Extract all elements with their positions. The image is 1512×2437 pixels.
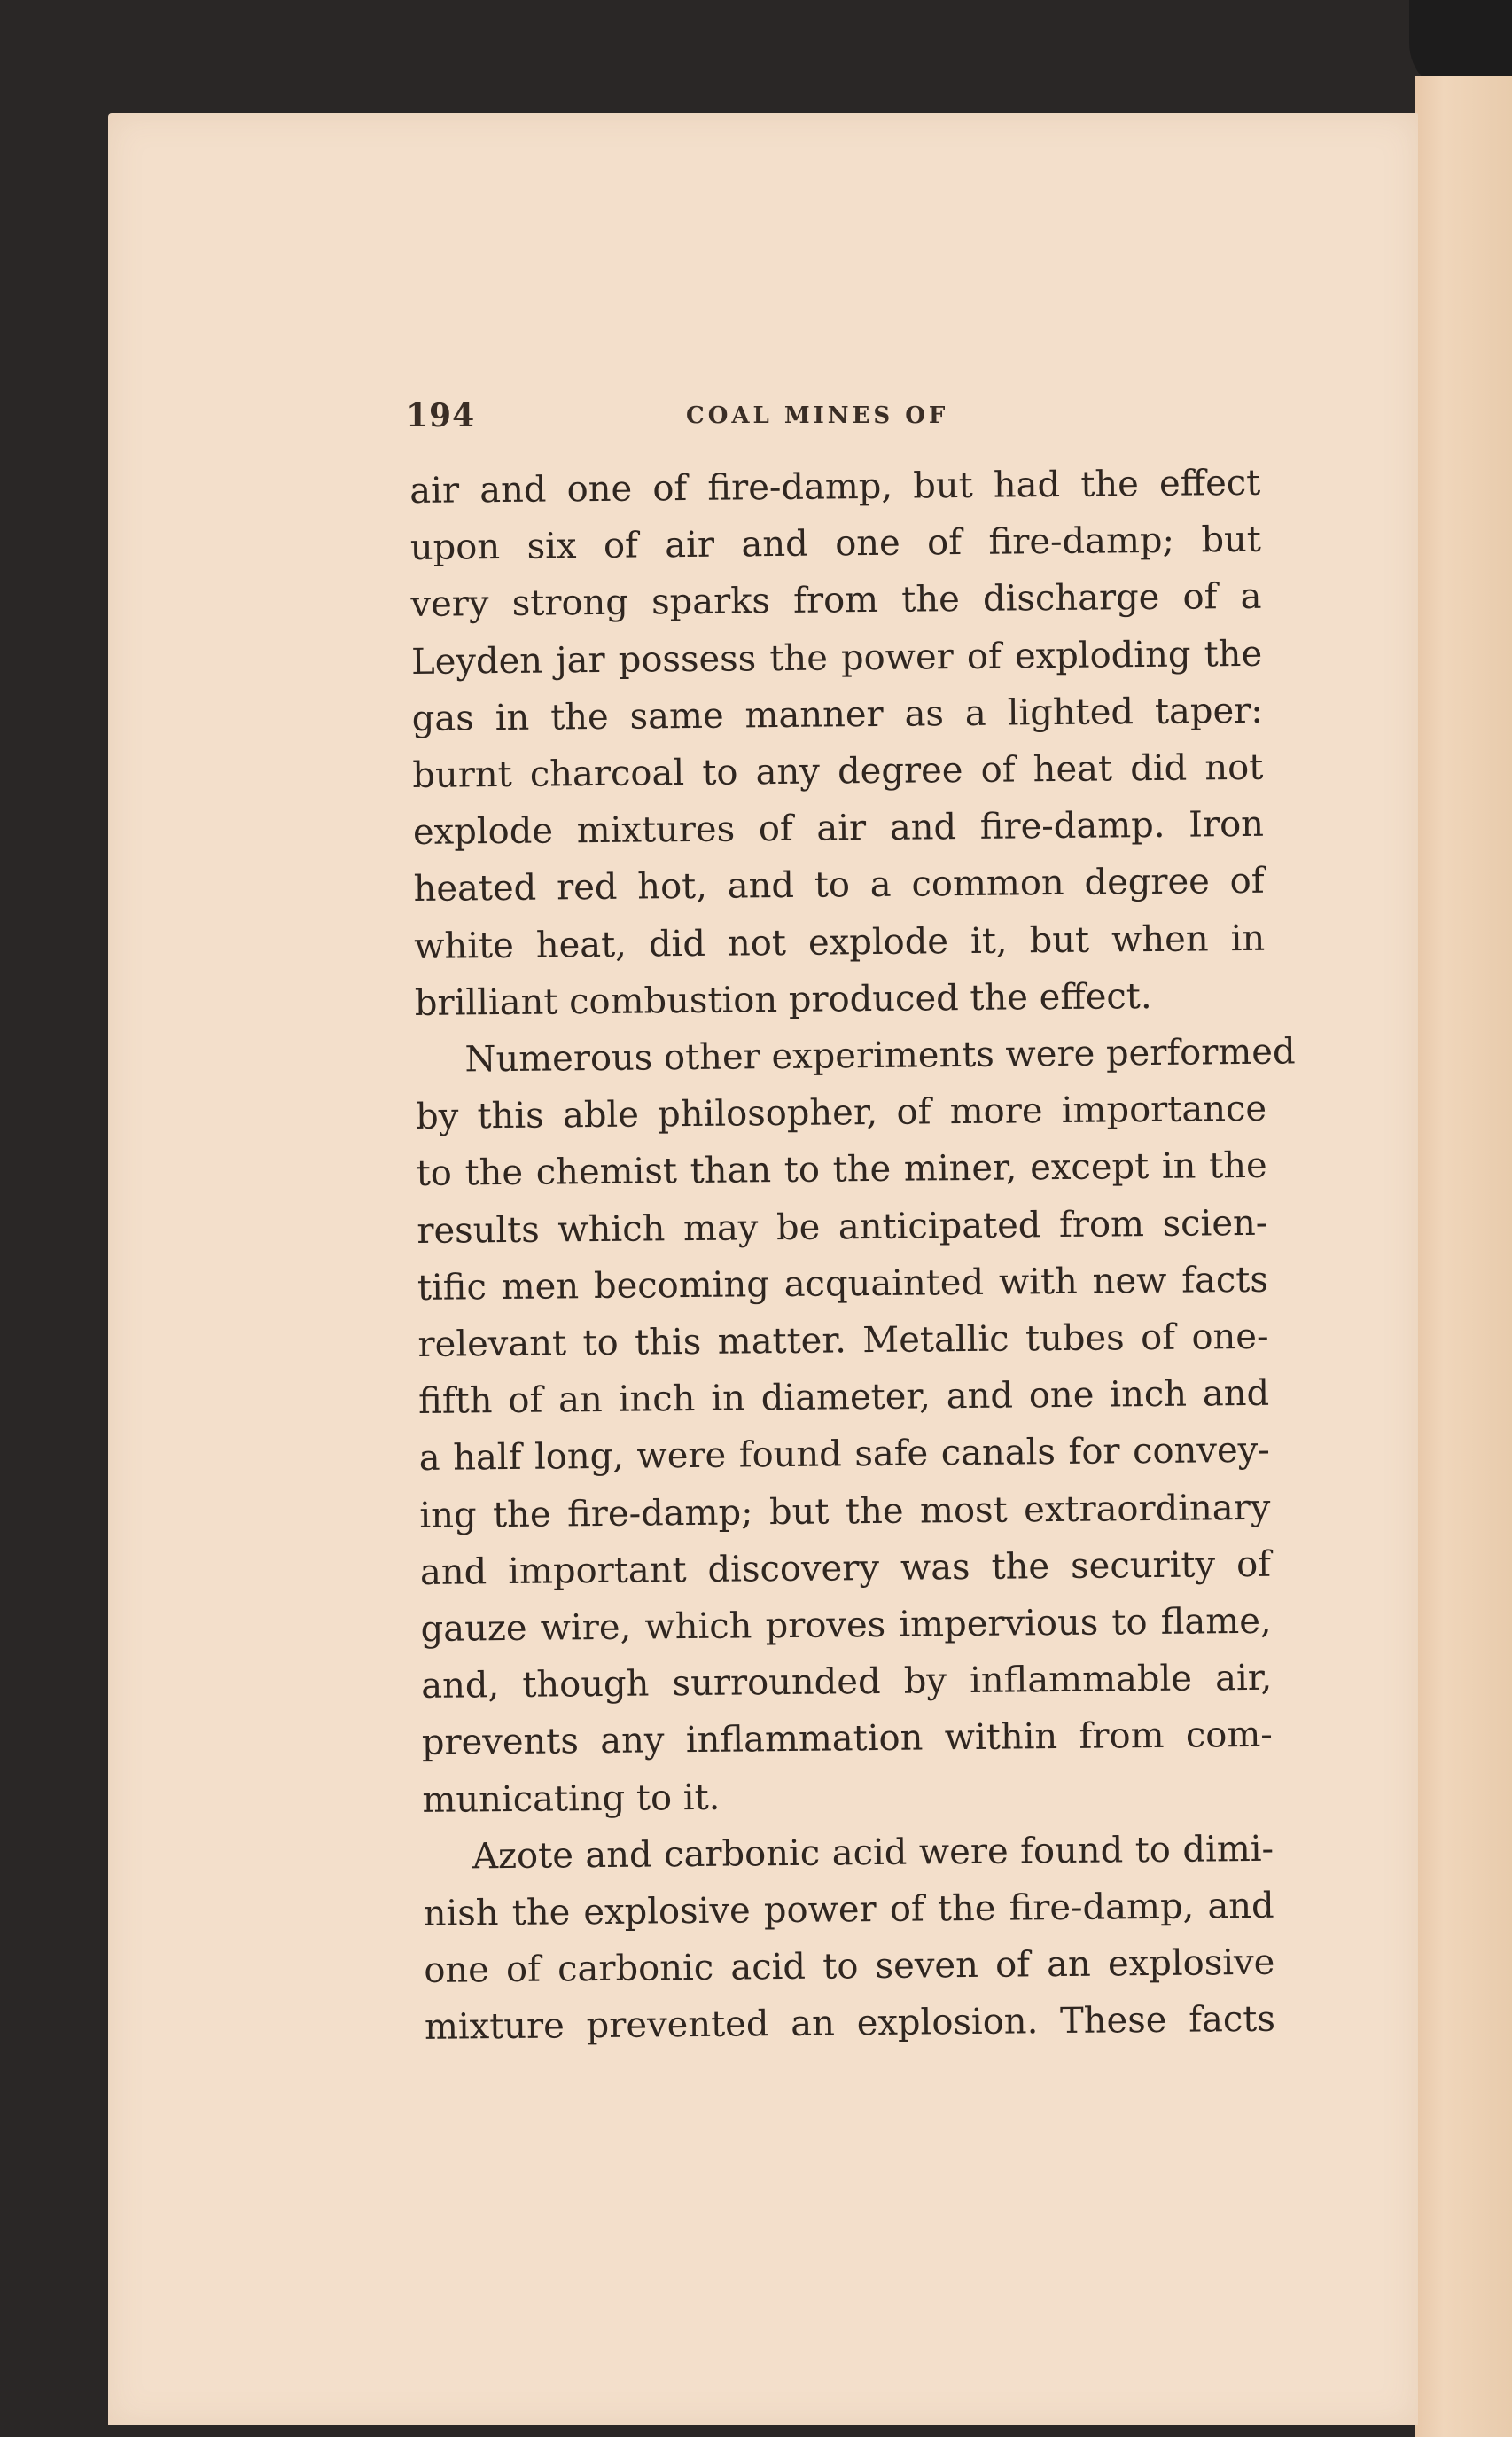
text-line: brilliant combustion produced the effect. xyxy=(414,975,1152,1024)
text-line: by this able philosopher, of more importance xyxy=(415,1088,1267,1138)
text-line: heated red hot, and to a common degree of xyxy=(413,861,1265,910)
text-line: and, though surrounded by inflammable air, xyxy=(421,1657,1273,1707)
text-line: prevents any inflammation within from com- xyxy=(421,1714,1274,1764)
body-text xyxy=(409,455,1296,2057)
text-line: white heat, did not explode it, but when in xyxy=(414,918,1266,967)
text-line: ing the fire-damp; but the most extraordinary xyxy=(419,1487,1271,1536)
text-line: municating to it. xyxy=(422,1777,721,1821)
text-line: and important discovery was the security of xyxy=(419,1543,1272,1593)
text-line: Leyden jar possess the power of exploding the xyxy=(410,633,1263,683)
text-line: mixture prevented an explosion. These facts xyxy=(424,1999,1276,2049)
text-line: gauze wire, which proves impervious to flame, xyxy=(420,1600,1272,1651)
text-line: relevant to this matter. Metallic tubes of one- xyxy=(417,1316,1269,1365)
page-number: 194 xyxy=(406,397,476,434)
text-line: nish the explosive power of the fire-damp, and xyxy=(423,1885,1274,1935)
text-line: explode mixtures of air and fire-damp. Iron xyxy=(412,803,1265,854)
text-line: tific men becoming acquainted with new facts xyxy=(417,1259,1269,1308)
facing-page-edge xyxy=(1415,76,1512,2437)
text-line: one of carbonic acid to seven of an explosive xyxy=(424,1941,1275,1992)
paragraph xyxy=(423,1821,1275,2057)
text-line: gas in the same manner as a lighted taper: xyxy=(411,690,1263,739)
paragraph xyxy=(409,455,1266,1032)
paragraph xyxy=(415,1024,1296,1829)
running-title: COAL MINES OF xyxy=(686,402,949,429)
text-line: upon six of air and one of fire-damp; but xyxy=(409,519,1262,569)
text-line: fifth of an inch in diameter, and one inch and xyxy=(417,1372,1270,1423)
text-line: results which may be anticipated from scien- xyxy=(417,1202,1268,1252)
text-line: a half long, were found safe canals for convey- xyxy=(418,1430,1270,1480)
text-line: to the chemist than to the miner, except in the xyxy=(416,1145,1267,1195)
text-line: burnt charcoal to any degree of heat did not xyxy=(412,746,1264,796)
page-header xyxy=(406,397,1274,441)
text-line: Azote and carbonic acid were found to dimi- xyxy=(472,1828,1274,1878)
text-line: very strong sparks from the discharge of a xyxy=(410,576,1262,626)
text-line: Numerous other experiments were performed xyxy=(464,1031,1296,1081)
text-line: air and one of fire-damp, but had the effect xyxy=(409,462,1261,512)
